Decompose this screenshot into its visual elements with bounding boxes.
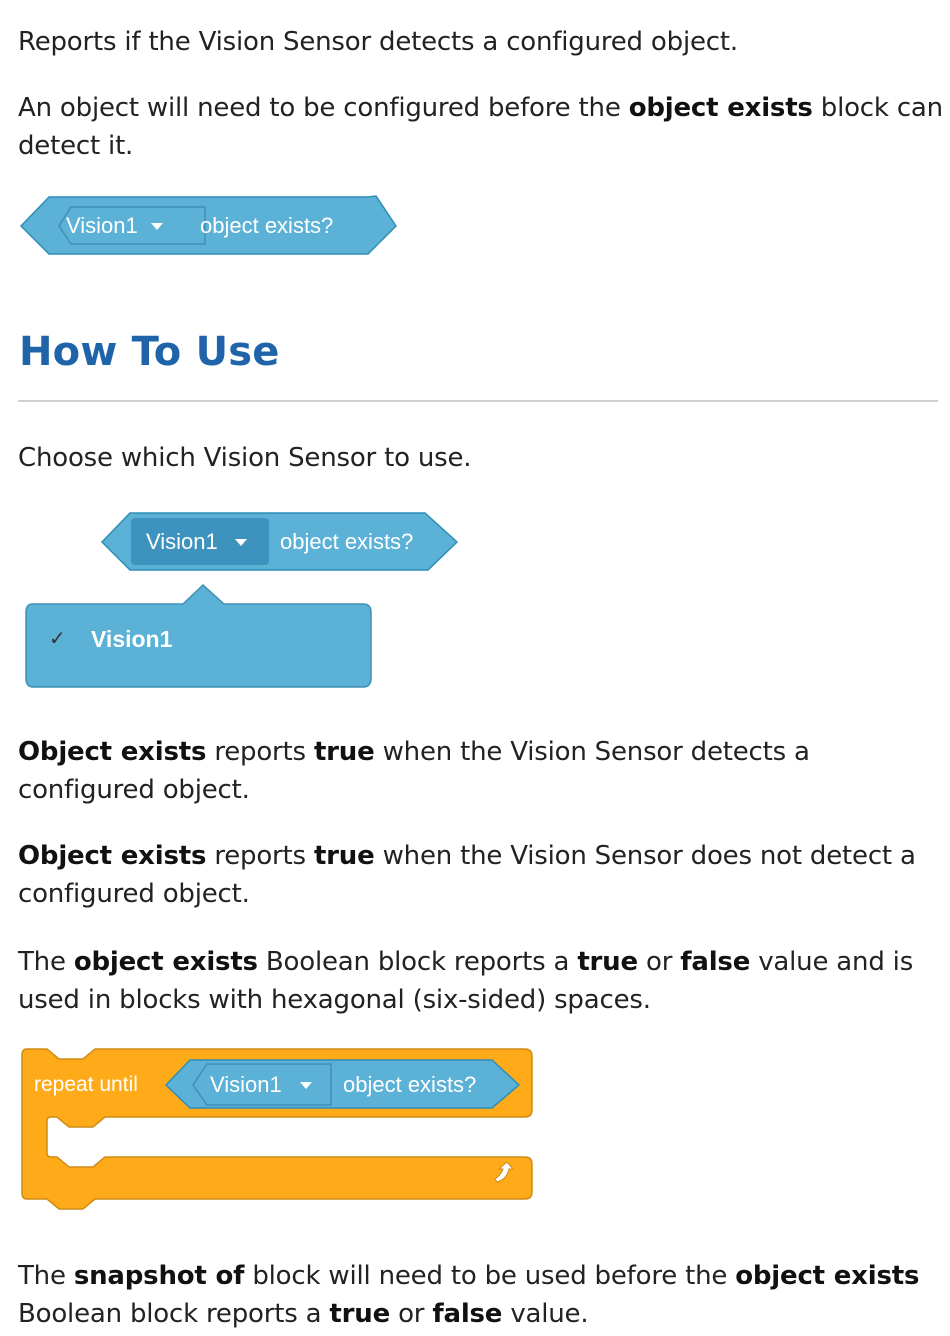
- text: when the Vision Sensor detects a configured object.: [18, 737, 810, 805]
- dropdown-option-vision1[interactable]: Vision1: [91, 626, 173, 652]
- repeat-until-label: repeat until: [34, 1073, 138, 1096]
- choose-text: Choose which Vision Sensor to use.: [18, 443, 472, 473]
- text: value and is used in blocks with hexagonal (six-sided) spaces.: [18, 947, 914, 1015]
- text: value.: [502, 1299, 589, 1329]
- boolean-description: [18, 943, 943, 1019]
- dropdown-menu-shape: [25, 583, 375, 693]
- true-description: [18, 733, 943, 809]
- text: or: [637, 947, 681, 977]
- bold-text: true: [329, 1299, 391, 1329]
- chevron-down-icon[interactable]: [235, 539, 247, 546]
- text: The: [18, 947, 74, 977]
- repeat-until-block: [21, 1047, 536, 1213]
- chevron-down-icon[interactable]: [300, 1082, 312, 1089]
- object-exists-block: [21, 196, 381, 256]
- config-note-text-end: block can detect it.: [18, 93, 943, 161]
- bold-text: false: [432, 1299, 503, 1329]
- text: when the Vision Sensor does not detect a configured object.: [18, 841, 916, 909]
- check-icon: ✓: [49, 628, 66, 650]
- text: reports: [206, 841, 314, 871]
- bold-text: true: [577, 947, 638, 977]
- bold-text: Object exists: [18, 841, 207, 871]
- divider: [18, 400, 938, 402]
- intro-text: Reports if the Vision Sensor detects a configured object.: [18, 27, 738, 57]
- intro-paragraph: [18, 23, 943, 61]
- block-label: object exists?: [343, 1072, 477, 1097]
- bold-text: snapshot of: [73, 1261, 245, 1291]
- config-note-paragraph: [18, 89, 943, 165]
- config-note-bold: object exists: [628, 93, 813, 123]
- bold-text: true: [313, 841, 375, 871]
- not-detect-description: [18, 837, 943, 913]
- bold-text: object exists: [735, 1261, 920, 1291]
- text: reports: [206, 737, 314, 767]
- how-to-use-heading: How To Use: [19, 329, 280, 375]
- sensor-dropdown-menu: [25, 583, 375, 693]
- sensor-dropdown-label[interactable]: Vision1: [66, 213, 138, 238]
- config-note-text: An object will need to be configured before the: [18, 93, 629, 123]
- bold-text: false: [680, 947, 751, 977]
- text: or: [390, 1299, 433, 1329]
- text: block will need to be used before the: [244, 1261, 736, 1291]
- block-label: object exists?: [200, 213, 334, 238]
- bold-text: true: [313, 737, 375, 767]
- text: The: [18, 1261, 74, 1291]
- bold-text: Object exists: [18, 737, 207, 767]
- snapshot-note-paragraph: [18, 1257, 943, 1333]
- choose-paragraph: [18, 439, 943, 477]
- sensor-dropdown-label[interactable]: Vision1: [146, 529, 218, 554]
- block-label: object exists?: [280, 529, 414, 554]
- text: Boolean block reports a: [18, 1299, 330, 1329]
- sensor-dropdown-label[interactable]: Vision1: [210, 1072, 282, 1097]
- object-exists-block-open: [100, 512, 460, 572]
- text: Boolean block reports a: [257, 947, 578, 977]
- chevron-down-icon[interactable]: [151, 223, 163, 230]
- bold-text: object exists: [73, 947, 258, 977]
